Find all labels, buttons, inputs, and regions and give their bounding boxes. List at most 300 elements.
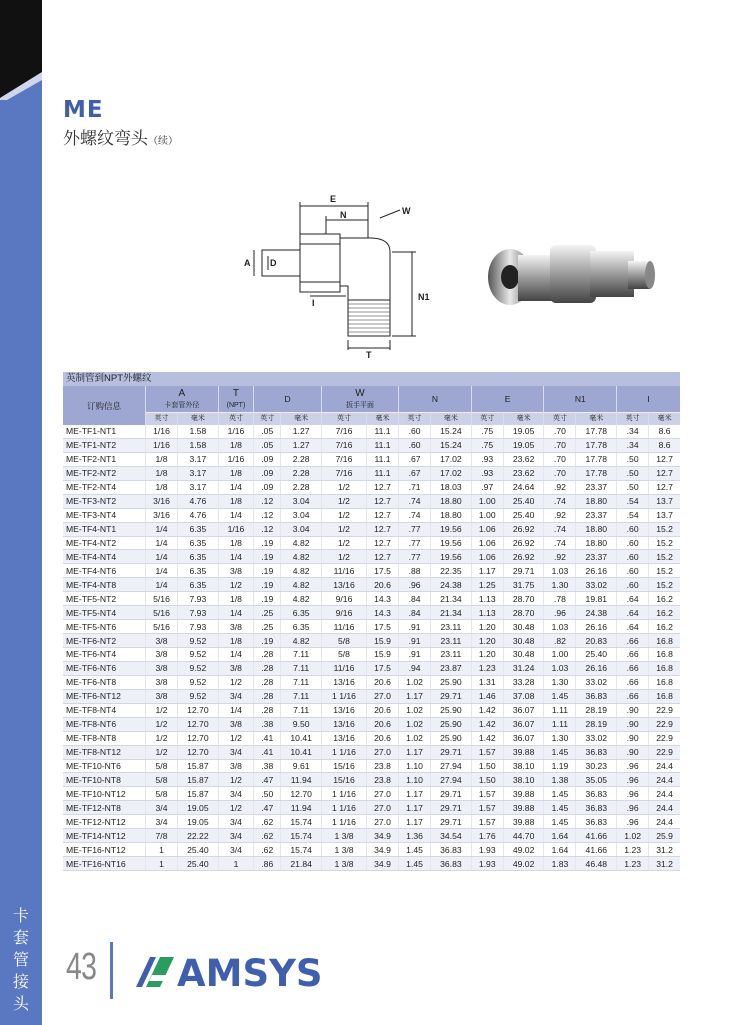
table-cell: 1.25 bbox=[471, 578, 503, 592]
table-cell: 1/4 bbox=[218, 550, 254, 564]
table-row bbox=[63, 787, 680, 801]
table-cell: 1.23 bbox=[471, 661, 503, 675]
table-cell: 15.2 bbox=[649, 536, 680, 550]
table-cell: 4.82 bbox=[281, 578, 322, 592]
table-cell: 1/2 bbox=[218, 675, 254, 689]
table-cell: .92 bbox=[544, 508, 576, 522]
table-cell: 18.80 bbox=[431, 508, 472, 522]
table-cell: .90 bbox=[617, 731, 649, 745]
table-cell: .93 bbox=[471, 466, 503, 480]
table-cell: 20.6 bbox=[367, 717, 399, 731]
table-row bbox=[63, 801, 680, 815]
table-cell: 18.80 bbox=[576, 536, 617, 550]
table-row bbox=[63, 620, 680, 634]
table-cell: .09 bbox=[254, 480, 281, 494]
table-cell: 5/16 bbox=[146, 592, 178, 606]
table-cell: 3/4 bbox=[146, 815, 178, 829]
table-cell: 20.83 bbox=[576, 634, 617, 648]
table-cell: 1/4 bbox=[218, 480, 254, 494]
table-cell: 3/4 bbox=[218, 689, 254, 703]
table-cell: 22.9 bbox=[649, 731, 680, 745]
table-cell: .19 bbox=[254, 550, 281, 564]
table-cell: .60 bbox=[617, 536, 649, 550]
table-cell: 19.56 bbox=[431, 550, 472, 564]
table-cell: 11.1 bbox=[367, 452, 399, 466]
product-code: ME bbox=[63, 97, 104, 123]
table-row bbox=[63, 536, 680, 550]
table-cell: 1/2 bbox=[218, 731, 254, 745]
table-cell: 36.83 bbox=[576, 801, 617, 815]
table-cell: .41 bbox=[254, 731, 281, 745]
unit-inch: 英寸 bbox=[399, 413, 431, 426]
table-cell: 31.2 bbox=[649, 843, 680, 857]
label-W: W bbox=[402, 206, 411, 216]
table-cell: 17.02 bbox=[431, 466, 472, 480]
table-cell: 1/2 bbox=[218, 773, 254, 787]
table-cell: 38.10 bbox=[503, 759, 544, 773]
table-cell: 19.56 bbox=[431, 522, 472, 536]
table-cell: 1.45 bbox=[544, 801, 576, 815]
table-cell: 1/4 bbox=[146, 564, 178, 578]
part-number: ME-TF6-NT8 bbox=[63, 675, 146, 689]
table-cell: 1.58 bbox=[178, 438, 219, 452]
unit-mm: 毫米 bbox=[367, 413, 399, 426]
table-cell: 14.3 bbox=[367, 606, 399, 620]
part-number: ME-TF10-NT6 bbox=[63, 759, 146, 773]
table-cell: 3/8 bbox=[218, 564, 254, 578]
table-cell: .60 bbox=[617, 550, 649, 564]
table-cell: 1/4 bbox=[146, 550, 178, 564]
table-cell: 1.17 bbox=[399, 787, 431, 801]
table-cell: .66 bbox=[617, 634, 649, 648]
table-cell: 1.03 bbox=[544, 564, 576, 578]
table-cell: .78 bbox=[544, 592, 576, 606]
table-cell: 1/8 bbox=[218, 592, 254, 606]
table-row bbox=[63, 829, 680, 843]
table-cell: 20.6 bbox=[367, 731, 399, 745]
table-cell: 1.50 bbox=[471, 759, 503, 773]
table-cell: 3/4 bbox=[218, 787, 254, 801]
table-cell: 1/16 bbox=[146, 425, 178, 438]
table-cell: 23.87 bbox=[431, 661, 472, 675]
table-cell: 24.4 bbox=[649, 773, 680, 787]
table-cell: .90 bbox=[617, 745, 649, 759]
table-cell: 8.6 bbox=[649, 438, 680, 452]
part-number: ME-TF8-NT8 bbox=[63, 731, 146, 745]
table-cell: .74 bbox=[399, 494, 431, 508]
table-cell: .96 bbox=[617, 759, 649, 773]
table-cell: 16.8 bbox=[649, 675, 680, 689]
table-cell: 13.7 bbox=[649, 494, 680, 508]
table-cell: 25.40 bbox=[503, 508, 544, 522]
table-cell: .12 bbox=[254, 522, 281, 536]
table-cell: 1.57 bbox=[471, 787, 503, 801]
table-cell: .67 bbox=[399, 466, 431, 480]
table-cell: .60 bbox=[399, 425, 431, 438]
table-cell: 1.30 bbox=[544, 731, 576, 745]
table-cell: 1.30 bbox=[544, 578, 576, 592]
table-row bbox=[63, 843, 680, 857]
amsys-logo-icon bbox=[130, 953, 176, 989]
table-cell: 1 1/16 bbox=[322, 745, 367, 759]
table-cell: 11/16 bbox=[322, 564, 367, 578]
table-cell: .84 bbox=[399, 592, 431, 606]
table-cell: 1/2 bbox=[322, 508, 367, 522]
table-cell: 33.02 bbox=[576, 675, 617, 689]
table-row bbox=[63, 466, 680, 480]
table-cell: 27.94 bbox=[431, 759, 472, 773]
table-cell: 3/8 bbox=[146, 648, 178, 662]
table-cell: 9/16 bbox=[322, 592, 367, 606]
brand-name: AMSYS bbox=[177, 952, 323, 995]
table-cell: .19 bbox=[254, 564, 281, 578]
table-cell: .74 bbox=[399, 508, 431, 522]
table-cell: 1.57 bbox=[471, 815, 503, 829]
table-cell: 12.7 bbox=[367, 550, 399, 564]
table-cell: 36.07 bbox=[503, 731, 544, 745]
col-I: I bbox=[617, 386, 680, 413]
table-cell: 3/8 bbox=[146, 661, 178, 675]
table-cell: 1.45 bbox=[399, 843, 431, 857]
table-cell: .60 bbox=[399, 438, 431, 452]
table-cell: 18.03 bbox=[431, 480, 472, 494]
table-cell: .96 bbox=[617, 787, 649, 801]
table-cell: 1.46 bbox=[471, 689, 503, 703]
table-cell: 36.83 bbox=[431, 843, 472, 857]
table-cell: .09 bbox=[254, 466, 281, 480]
table-cell: 22.35 bbox=[431, 564, 472, 578]
table-cell: 1.42 bbox=[471, 703, 503, 717]
table-cell: 8.6 bbox=[649, 425, 680, 438]
table-cell: 1.93 bbox=[471, 857, 503, 871]
part-number: ME-TF2-NT4 bbox=[63, 480, 146, 494]
label-N: N bbox=[340, 210, 347, 220]
table-row bbox=[63, 550, 680, 564]
table-cell: .54 bbox=[617, 494, 649, 508]
table-cell: 36.83 bbox=[431, 857, 472, 871]
table-cell: .19 bbox=[254, 592, 281, 606]
table-cell: 12.7 bbox=[367, 536, 399, 550]
table-cell: .62 bbox=[254, 815, 281, 829]
table-cell: 16.8 bbox=[649, 634, 680, 648]
unit-inch: 英寸 bbox=[146, 413, 178, 426]
table-cell: 1.20 bbox=[471, 648, 503, 662]
table-cell: .74 bbox=[544, 494, 576, 508]
table-cell: 36.07 bbox=[503, 717, 544, 731]
table-cell: 1/4 bbox=[218, 648, 254, 662]
table-cell: 1/2 bbox=[146, 703, 178, 717]
table-cell: .34 bbox=[617, 425, 649, 438]
table-cell: 1.20 bbox=[471, 620, 503, 634]
table-cell: 23.11 bbox=[431, 634, 472, 648]
table-cell: 23.11 bbox=[431, 648, 472, 662]
table-cell: 3/8 bbox=[146, 675, 178, 689]
table-cell: 30.48 bbox=[503, 620, 544, 634]
table-cell: 1/2 bbox=[218, 578, 254, 592]
table-cell: 18.80 bbox=[576, 522, 617, 536]
part-number: ME-TF6-NT2 bbox=[63, 634, 146, 648]
part-number: ME-TF12-NT12 bbox=[63, 815, 146, 829]
table-cell: 1/4 bbox=[218, 703, 254, 717]
table-row bbox=[63, 452, 680, 466]
table-cell: .50 bbox=[254, 787, 281, 801]
table-cell: 1.45 bbox=[544, 689, 576, 703]
table-row bbox=[63, 425, 680, 438]
table-cell: 39.88 bbox=[503, 787, 544, 801]
table-cell: .70 bbox=[544, 425, 576, 438]
table-cell: 1/2 bbox=[322, 494, 367, 508]
table-cell: 1/2 bbox=[146, 731, 178, 745]
label-I: I bbox=[312, 298, 315, 308]
table-cell: 1.00 bbox=[471, 508, 503, 522]
table-cell: .62 bbox=[254, 843, 281, 857]
table-cell: .50 bbox=[617, 466, 649, 480]
table-cell: .05 bbox=[254, 438, 281, 452]
table-cell: 1/16 bbox=[218, 452, 254, 466]
subtitle-note: （续） bbox=[148, 136, 178, 147]
part-number: ME-TF5-NT6 bbox=[63, 620, 146, 634]
table-cell: 17.78 bbox=[576, 425, 617, 438]
table-cell: 35.05 bbox=[576, 773, 617, 787]
col-E: E bbox=[471, 386, 544, 413]
table-cell: 34.54 bbox=[431, 829, 472, 843]
table-cell: .25 bbox=[254, 620, 281, 634]
part-number: ME-TF2-NT1 bbox=[63, 452, 146, 466]
table-cell: 25.40 bbox=[178, 857, 219, 871]
table-cell: 25.40 bbox=[178, 843, 219, 857]
table-cell: 1.06 bbox=[471, 536, 503, 550]
table-cell: 18.80 bbox=[431, 494, 472, 508]
table-cell: 1.50 bbox=[471, 773, 503, 787]
table-cell: 1.11 bbox=[544, 717, 576, 731]
table-cell: 4.76 bbox=[178, 508, 219, 522]
table-cell: 29.71 bbox=[503, 564, 544, 578]
table-cell: 1.36 bbox=[399, 829, 431, 843]
table-row bbox=[63, 703, 680, 717]
table-cell: 1/8 bbox=[218, 536, 254, 550]
table-cell: 1.20 bbox=[471, 634, 503, 648]
table-cell: 31.2 bbox=[649, 857, 680, 871]
table-cell: 1.30 bbox=[544, 675, 576, 689]
table-cell: 1 3/8 bbox=[322, 857, 367, 871]
table-cell: 49.02 bbox=[503, 857, 544, 871]
table-cell: 4.82 bbox=[281, 592, 322, 606]
table-cell: 21.34 bbox=[431, 606, 472, 620]
unit-mm: 毫米 bbox=[281, 413, 322, 426]
table-cell: 15.9 bbox=[367, 634, 399, 648]
table-cell: 5/16 bbox=[146, 606, 178, 620]
table-cell: 1/16 bbox=[146, 438, 178, 452]
table-cell: .38 bbox=[254, 759, 281, 773]
table-cell: .47 bbox=[254, 801, 281, 815]
table-cell: 25.9 bbox=[649, 829, 680, 843]
table-cell: 24.38 bbox=[431, 578, 472, 592]
table-cell: 16.8 bbox=[649, 648, 680, 662]
table-cell: 6.35 bbox=[178, 564, 219, 578]
col-order: 订购信息 bbox=[63, 386, 146, 425]
part-number: ME-TF8-NT12 bbox=[63, 745, 146, 759]
table-cell: .90 bbox=[617, 703, 649, 717]
part-number: ME-TF5-NT4 bbox=[63, 606, 146, 620]
table-cell: 11.1 bbox=[367, 438, 399, 452]
table-cell: .96 bbox=[399, 578, 431, 592]
table-cell: 36.83 bbox=[576, 815, 617, 829]
table-row bbox=[63, 731, 680, 745]
table-row bbox=[63, 857, 680, 871]
table-cell: 21.34 bbox=[431, 592, 472, 606]
table-cell: 3.04 bbox=[281, 494, 322, 508]
table-cell: 23.37 bbox=[576, 480, 617, 494]
table-cell: 20.6 bbox=[367, 703, 399, 717]
table-cell: 16.8 bbox=[649, 689, 680, 703]
table-cell: .86 bbox=[254, 857, 281, 871]
table-row bbox=[63, 773, 680, 787]
table-cell: 13/16 bbox=[322, 703, 367, 717]
table-cell: 13/16 bbox=[322, 731, 367, 745]
col-T: T (NPT) bbox=[218, 386, 254, 413]
unit-inch: 英寸 bbox=[617, 413, 649, 426]
table-cell: 25.90 bbox=[431, 731, 472, 745]
table-cell: 1.38 bbox=[544, 773, 576, 787]
table-cell: 36.83 bbox=[576, 787, 617, 801]
table-cell: 1 1/16 bbox=[322, 787, 367, 801]
table-cell: 1.83 bbox=[544, 857, 576, 871]
table-cell: 6.35 bbox=[178, 578, 219, 592]
table-cell: 16.2 bbox=[649, 592, 680, 606]
table-cell: 1.03 bbox=[544, 620, 576, 634]
label-T: T bbox=[366, 350, 372, 360]
table-cell: 1.10 bbox=[399, 773, 431, 787]
table-cell: 1 bbox=[218, 857, 254, 871]
corner-decoration bbox=[0, 0, 42, 100]
table-cell: 23.62 bbox=[503, 452, 544, 466]
table-cell: .28 bbox=[254, 675, 281, 689]
table-cell: 3/16 bbox=[146, 508, 178, 522]
table-cell: .62 bbox=[254, 829, 281, 843]
table-cell: 23.8 bbox=[367, 759, 399, 773]
table-cell: 7.11 bbox=[281, 689, 322, 703]
table-cell: 9.52 bbox=[178, 661, 219, 675]
table-cell: 1/2 bbox=[322, 550, 367, 564]
table-cell: 20.6 bbox=[367, 675, 399, 689]
table-cell: 16.2 bbox=[649, 620, 680, 634]
table-cell: 1.27 bbox=[281, 425, 322, 438]
table-cell: 27.0 bbox=[367, 801, 399, 815]
part-number: ME-TF1-NT1 bbox=[63, 425, 146, 438]
table-cell: 1.06 bbox=[471, 522, 503, 536]
table-cell: .05 bbox=[254, 425, 281, 438]
table-cell: 1/2 bbox=[322, 536, 367, 550]
table-cell: 24.38 bbox=[576, 606, 617, 620]
table-cell: 1/2 bbox=[146, 745, 178, 759]
table-cell: 18.80 bbox=[576, 494, 617, 508]
part-number: ME-TF1-NT2 bbox=[63, 438, 146, 452]
table-cell: 9.50 bbox=[281, 717, 322, 731]
table-cell: 12.7 bbox=[649, 452, 680, 466]
table-cell: .71 bbox=[399, 480, 431, 494]
table-cell: 22.9 bbox=[649, 703, 680, 717]
table-cell: .60 bbox=[617, 564, 649, 578]
dimension-table bbox=[63, 372, 680, 871]
table-cell: .09 bbox=[254, 452, 281, 466]
table-cell: 19.05 bbox=[503, 425, 544, 438]
table-cell: 12.7 bbox=[367, 522, 399, 536]
table-cell: 3.17 bbox=[178, 452, 219, 466]
table-cell: 26.92 bbox=[503, 522, 544, 536]
table-cell: 15.74 bbox=[281, 829, 322, 843]
table-cell: 1.45 bbox=[544, 745, 576, 759]
table-row bbox=[63, 634, 680, 648]
col-D: D bbox=[254, 386, 322, 413]
table-cell: 5/16 bbox=[146, 620, 178, 634]
table-cell: 13/16 bbox=[322, 675, 367, 689]
table-cell: 26.16 bbox=[576, 564, 617, 578]
table-cell: 1.64 bbox=[544, 829, 576, 843]
table-cell: 11/16 bbox=[322, 620, 367, 634]
table-cell: 31.24 bbox=[503, 661, 544, 675]
part-number: ME-TF8-NT4 bbox=[63, 703, 146, 717]
table-cell: 22.9 bbox=[649, 717, 680, 731]
table-cell: 12.70 bbox=[178, 731, 219, 745]
table-cell: 15.2 bbox=[649, 578, 680, 592]
table-cell: 36.83 bbox=[576, 689, 617, 703]
table-cell: 5/8 bbox=[322, 648, 367, 662]
part-number: ME-TF16-NT16 bbox=[63, 857, 146, 871]
table-cell: 15/16 bbox=[322, 773, 367, 787]
table-cell: 24.4 bbox=[649, 801, 680, 815]
table-cell: 7.93 bbox=[178, 592, 219, 606]
table-cell: 25.40 bbox=[503, 494, 544, 508]
table-cell: 29.71 bbox=[431, 689, 472, 703]
table-cell: 15.74 bbox=[281, 815, 322, 829]
dimension-drawing bbox=[240, 190, 440, 360]
table-cell: 1.17 bbox=[399, 745, 431, 759]
table-cell: 1.58 bbox=[178, 425, 219, 438]
table-row bbox=[63, 648, 680, 662]
table-cell: .60 bbox=[617, 578, 649, 592]
table-cell: 1.57 bbox=[471, 801, 503, 815]
table-cell: 3.04 bbox=[281, 508, 322, 522]
table-cell: 5/8 bbox=[146, 759, 178, 773]
table-cell: .70 bbox=[544, 438, 576, 452]
table-cell: 39.88 bbox=[503, 745, 544, 759]
table-cell: 2.28 bbox=[281, 480, 322, 494]
table-cell: 10.41 bbox=[281, 731, 322, 745]
table-cell: .67 bbox=[399, 452, 431, 466]
unit-inch: 英寸 bbox=[254, 413, 281, 426]
table-cell: .50 bbox=[617, 480, 649, 494]
table-cell: 3/4 bbox=[218, 745, 254, 759]
table-cell: .77 bbox=[399, 536, 431, 550]
table-row bbox=[63, 578, 680, 592]
table-row bbox=[63, 438, 680, 452]
table-cell: 25.90 bbox=[431, 675, 472, 689]
table-cell: 1.31 bbox=[471, 675, 503, 689]
table-cell: .41 bbox=[254, 745, 281, 759]
table-cell: 9.52 bbox=[178, 634, 219, 648]
table-cell: 7/16 bbox=[322, 425, 367, 438]
table-cell: 3/16 bbox=[146, 494, 178, 508]
part-number: ME-TF3-NT4 bbox=[63, 508, 146, 522]
table-cell: 7.11 bbox=[281, 661, 322, 675]
table-cell: 26.16 bbox=[576, 620, 617, 634]
label-E: E bbox=[330, 194, 337, 204]
table-cell: 1.23 bbox=[617, 857, 649, 871]
table-cell: 1.23 bbox=[617, 843, 649, 857]
table-cell: 1 1/16 bbox=[322, 689, 367, 703]
unit-inch: 英寸 bbox=[218, 413, 254, 426]
table-cell: 1.45 bbox=[399, 857, 431, 871]
